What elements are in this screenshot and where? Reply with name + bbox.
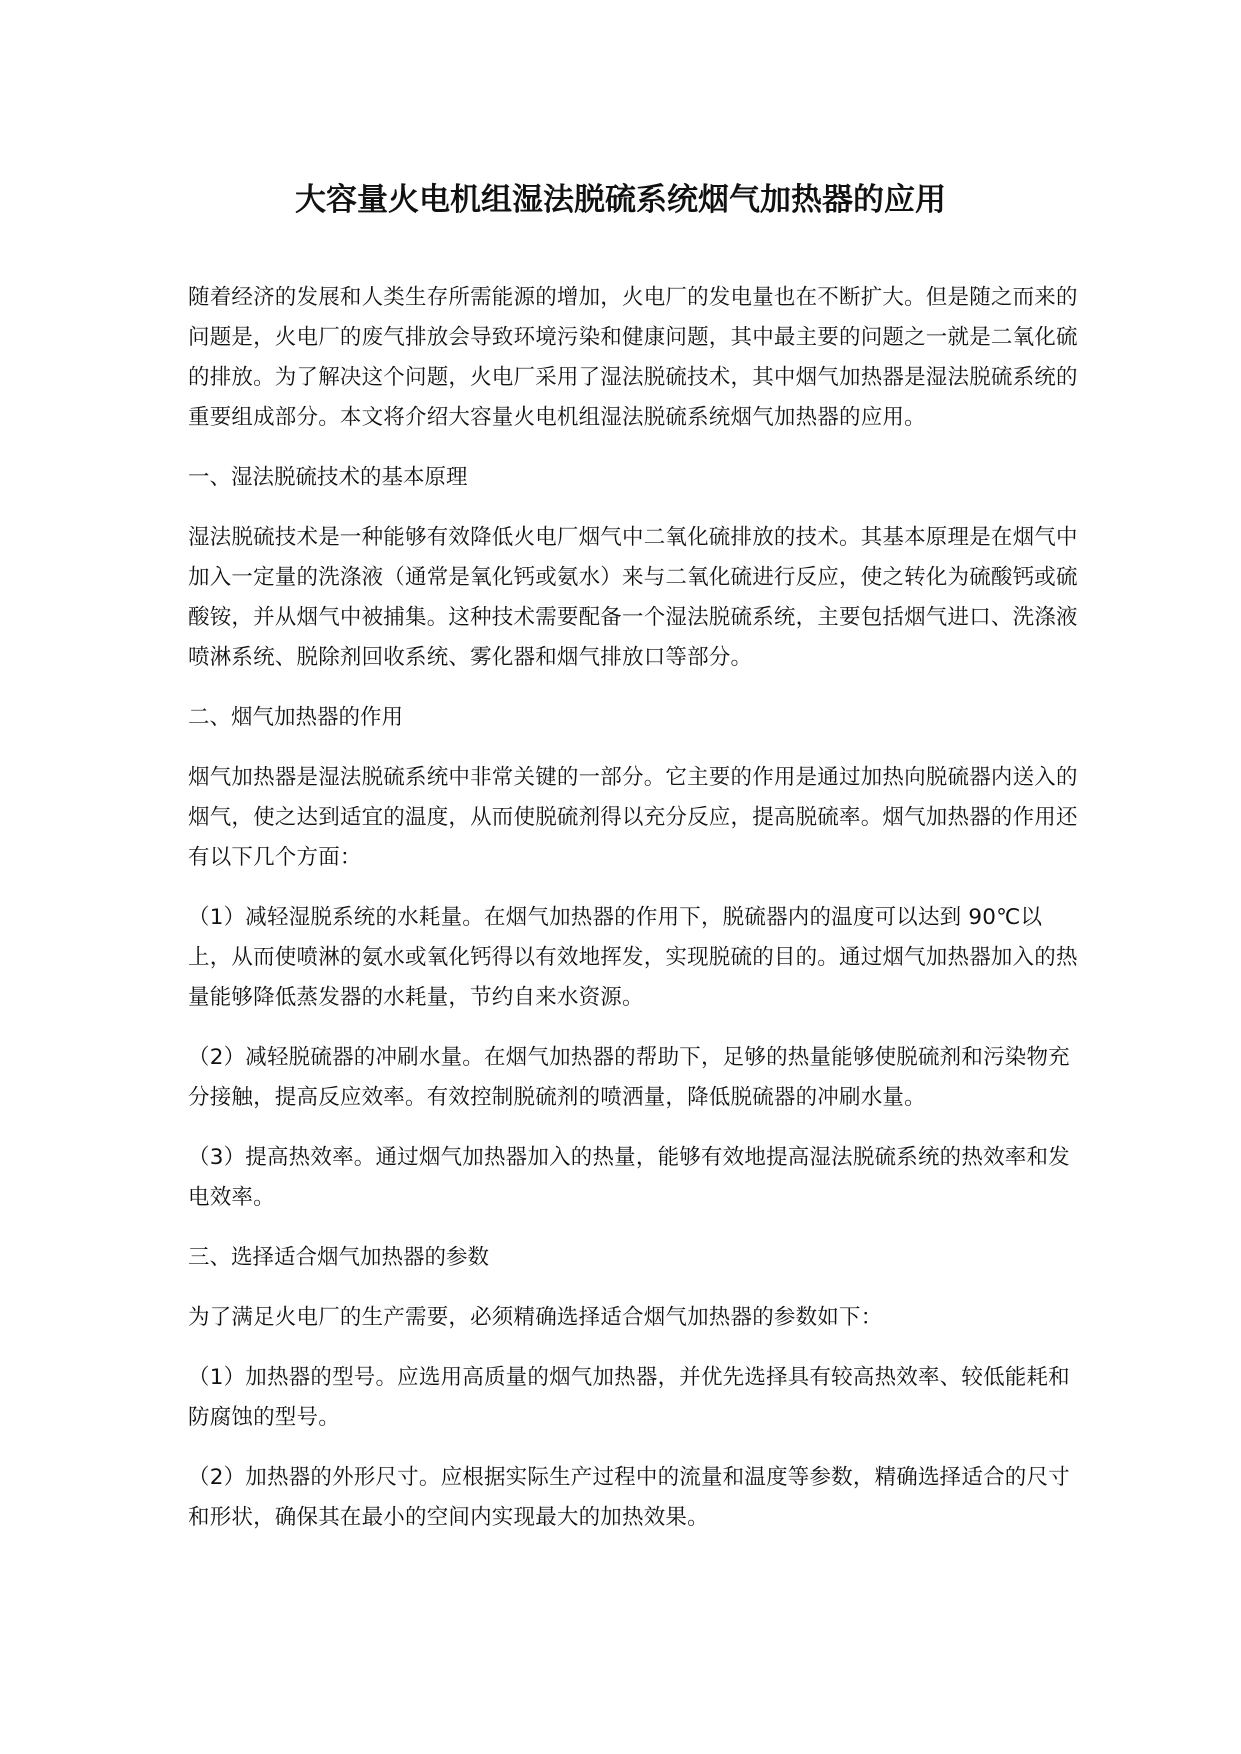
- section-3-paragraph: 为了满足火电厂的生产需要，必须精确选择适合烟气加热器的参数如下：: [188, 1305, 883, 1330]
- section-3-item-1: （1）加热器的型号。应选用高质量的烟气加热器，并优先选择具有较高热效率、较低能耗和防腐蚀的型号。: [188, 1365, 1070, 1430]
- section-2-item-3: （3）提高热效率。通过烟气加热器加入的热量，能够有效地提高湿法脱硫系统的热效率和发电效率。: [188, 1145, 1070, 1210]
- section-2-paragraph: 烟气加热器是湿法脱硫系统中非常关键的一部分。它主要的作用是通过加热向脱硫器内送入的烟气，使之达到适宜的温度，从而使脱硫剂得以充分反应，提高脱硫率。烟气加热器的作用还有以下几个方面：: [188, 765, 1078, 870]
- section-3-item-2: （2）加热器的外形尺寸。应根据实际生产过程中的流量和温度等参数，精确选择适合的尺寸和形状，确保其在最小的空间内实现最大的加热效果。: [188, 1465, 1070, 1530]
- section-1-heading: 一、湿法脱硫技术的基本原理: [188, 465, 468, 490]
- section-1-paragraph: 湿法脱硫技术是一种能够有效降低火电厂烟气中二氧化硫排放的技术。其基本原理是在烟气中加入一定量的洗涤液（通常是氧化钙或氨水）来与二氧化硫进行反应，使之转化为硫酸钙或硫酸铵，并从烟气中被捕集。这种技术需要配备一个湿法脱硫系统，主要包括烟气进口、洗涤液喷淋系统、脱除剂回收系统、雾化器和烟气排放口等部分。: [188, 525, 1078, 670]
- section-2-item-2: （2）减轻脱硫器的冲刷水量。在烟气加热器的帮助下，足够的热量能够使脱硫剂和污染物充分接触，提高反应效率。有效控制脱硫剂的喷洒量，降低脱硫器的冲刷水量。: [188, 1045, 1070, 1110]
- section-2-heading: 二、烟气加热器的作用: [188, 705, 404, 730]
- section-2-item-1: （1）减轻湿脱系统的水耗量。在烟气加热器的作用下，脱硫器内的温度可以达到 90℃以上，从而使喷淋的氨水或氧化钙得以有效地挥发，实现脱硫的目的。通过烟气加热器加入的热量能够降低蒸发器的水耗量，节约自来水资源。: [188, 905, 1078, 1010]
- section-3-heading: 三、选择适合烟气加热器的参数: [188, 1245, 490, 1270]
- intro-paragraph: 随着经济的发展和人类生存所需能源的增加，火电厂的发电量也在不断扩大。但是随之而来的问题是，火电厂的废气排放会导致环境污染和健康问题，其中最主要的问题之一就是二氧化硫的排放。为了解决这个问题，火电厂采用了湿法脱硫技术，其中烟气加热器是湿法脱硫系统的重要组成部分。本文将介绍大容量火电机组湿法脱硫系统烟气加热器的应用。: [188, 285, 1078, 430]
- document-title: 大容量火电机组湿法脱硫系统烟气加热器的应用: [295, 182, 946, 218]
- document-body: [188, 278, 1081, 1558]
